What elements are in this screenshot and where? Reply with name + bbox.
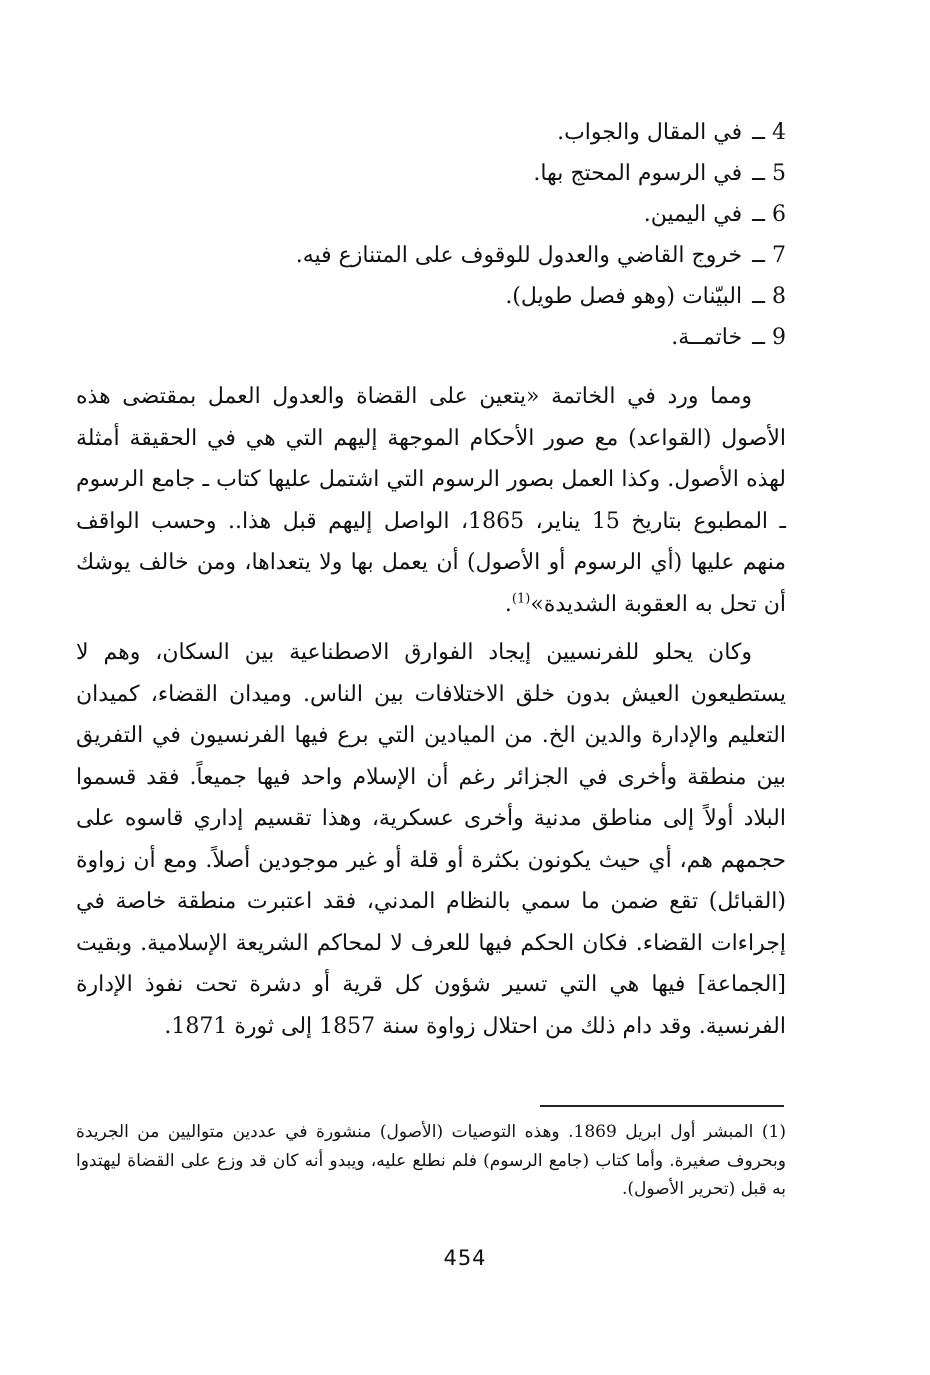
list-item	[76, 194, 786, 235]
paragraph-end: .	[504, 591, 512, 617]
paragraph-french-divisions	[76, 632, 786, 1047]
list-item	[76, 235, 786, 276]
paragraph-text: وكان يحلو للفرنسيين إيجاد الفوارق الاصطناعية بين السكان، وهم لا يستطيعون العيش بدون خلق الاختلافات بين الناس. وميدان القضاء، كميدان التعليم والإدارة والدين الخ. من الميادين التي برع فيها الفرنسيون في التفريق بين منطقة وأخرى في الجزائر رغم أن الإسلام واحد فيها جميعاً. فقد قسموا البلاد أولاً إلى مناطق مدنية وأخرى عسكرية، وهذا تقسيم إداري قاسوه على حجمهم هم، أي حيث يكونون بكثرة أو قلة أو غير موجودين أصلاً. ومع أن زواوة (القبائل) تقع ضمن ما سمي بالنظام المدني، فقد اعتبرت منطقة خاصة في إجراءات القضاء. فكان الحكم فيها للعرف لا لمحاكم الشريعة الإسلامية. وبقيت [الجماعة] فيها هي التي تسير شؤون كل قرية أو دشرة تحت نفوذ الإدارة الفرنسية. وقد دام ذلك من احتلال زواوة سنة 1857 إلى ثورة 1871.	[76, 640, 786, 1039]
list-item	[76, 112, 786, 153]
paragraph-conclusion-quote	[76, 376, 786, 625]
list-item	[76, 276, 786, 317]
footnote-divider	[540, 1105, 784, 1107]
footnote-text: المبشر أول ابريل 1869. وهذه التوصيات (الأصول) منشورة في عددين متواليين من الجريدة وبحروف صغيرة. وأما كتاب (جامع الرسوم) فلم نطلع عليه، ويبدو أنه كان قد وزع على القضاة ليهتدوا به قبل (تحرير الأصول).	[76, 1122, 786, 1199]
list-item-number: 9 ــ	[752, 325, 786, 350]
footnote-mark: (1)	[761, 1122, 787, 1142]
numbered-list	[76, 112, 786, 358]
list-item-text: خاتمــة.	[671, 325, 743, 350]
footnote-reference[interactable]: (1)	[511, 591, 531, 607]
list-item-number: 5 ــ	[752, 161, 786, 186]
list-item-text: في الرسوم المحتج بها.	[533, 161, 743, 186]
paragraph-text: ومما ورد في الخاتمة «يتعين على القضاة والعدول العمل بمقتضى هذه الأصول (القواعد) مع صور الأحكام الموجهة إليهم التي هي في الحقيقة أمثلة لهذه الأصول. وكذا العمل بصور الرسوم التي اشتمل عليها كتاب ـ جامع الرسوم ـ المطبوع بتاريخ 15 يناير، 1865، الواصل إليهم قبل هذا.. وحسب الواقف منهم عليها (أي الرسوم أو الأصول) أن يعمل بها ولا يتعداها، ومن خالف يوشك أن تحل به العقوبة الشديدة»	[76, 384, 786, 617]
list-item-number: 6 ــ	[752, 202, 786, 227]
list-item-text: خروج القاضي والعدول للوقوف على المتنازع فيه.	[295, 243, 743, 268]
list-item-number: 7 ــ	[752, 243, 786, 268]
footnote	[76, 1118, 786, 1204]
list-item	[76, 153, 786, 194]
list-item-number: 8 ــ	[752, 284, 786, 309]
list-item	[76, 317, 786, 358]
list-item-text: البيّنات (وهو فصل طويل).	[505, 284, 743, 309]
list-item-text: في المقال والجواب.	[557, 120, 743, 145]
list-item-number: 4 ــ	[752, 120, 786, 145]
list-item-text: في اليمين.	[643, 202, 743, 227]
page-number: 454	[443, 1246, 487, 1270]
